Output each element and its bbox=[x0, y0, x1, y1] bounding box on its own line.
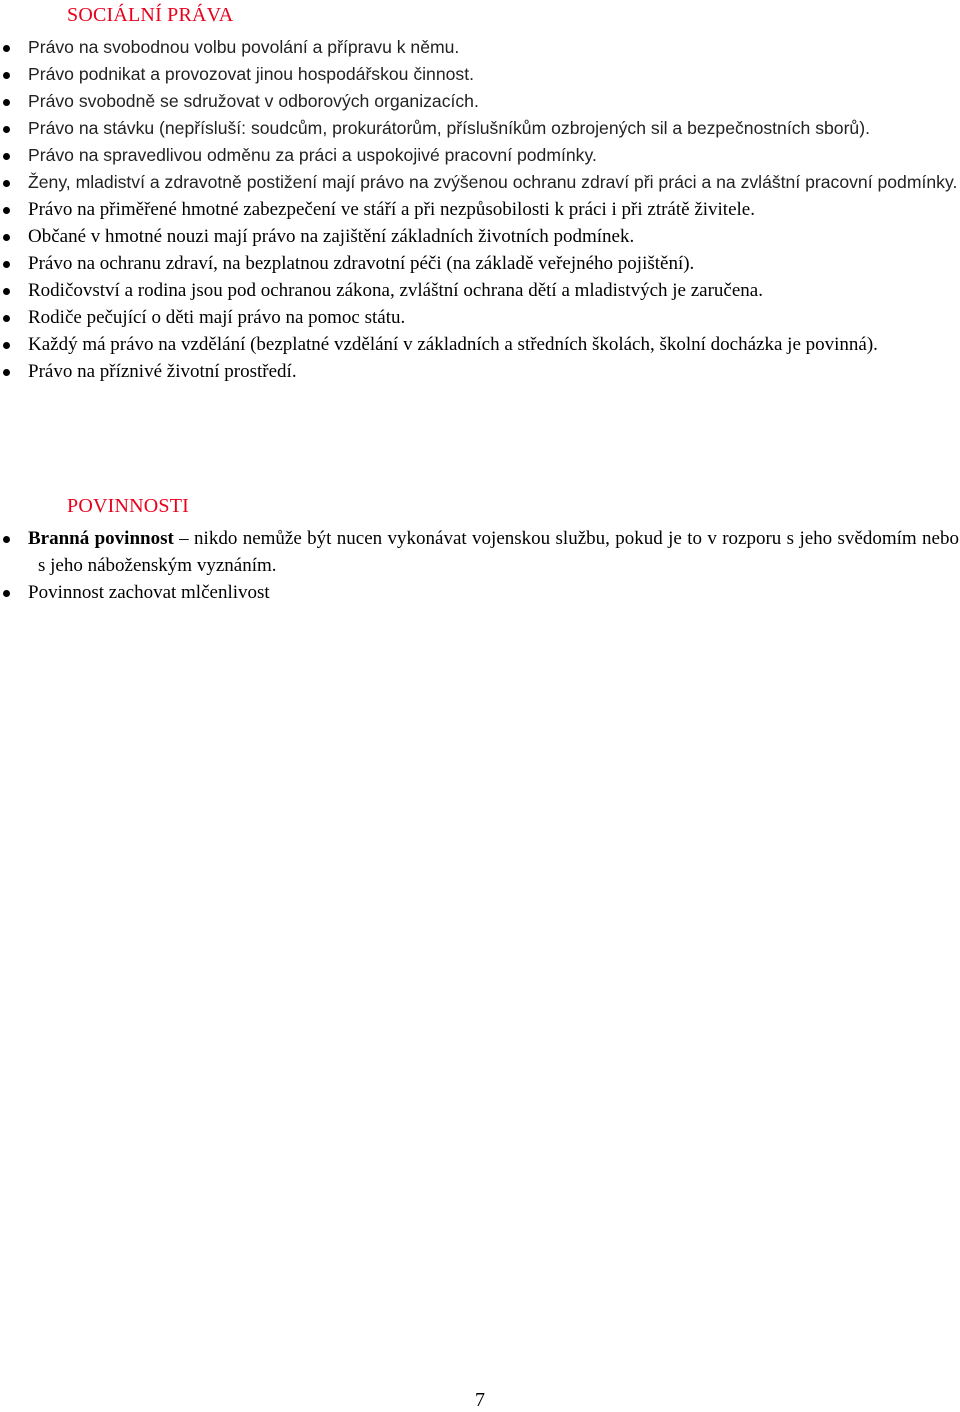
bullet-icon bbox=[3, 536, 10, 543]
bullet-icon bbox=[3, 126, 10, 133]
bullet-icon bbox=[3, 45, 10, 52]
duty-description: – nikdo nemůže být nucen vykonávat vojenskou službu, pokud je to v rozporu s jeho svědomím nebo s jeho náboženským vyznáním. bbox=[38, 528, 959, 576]
bullet-icon bbox=[3, 261, 10, 268]
list-item: Rodičovství a rodina jsou pod ochranou zákona, zvláštní ochrana dětí a mladistvých je zaručena. bbox=[0, 277, 960, 304]
bullet-icon bbox=[3, 342, 10, 349]
list-item: Právo na příznivé životní prostředí. bbox=[0, 358, 960, 385]
bullet-icon bbox=[3, 72, 10, 79]
list-item: Právo svobodně se sdružovat v odborových organizacích. bbox=[0, 88, 960, 115]
list-item: Právo na stávku (nepřísluší: soudcům, prokurátorům, příslušníkům ozbrojených sil a bezpečnostních sborů). bbox=[0, 115, 960, 142]
bullet-icon bbox=[3, 315, 10, 322]
list-item: Rodiče pečující o děti mají právo na pomoc státu. bbox=[0, 304, 960, 331]
section-heading-social-rights: SOCIÁLNÍ PRÁVA bbox=[67, 4, 234, 26]
bullet-icon bbox=[3, 207, 10, 214]
page-number: 7 bbox=[475, 1389, 485, 1411]
list-item: Právo na přiměřené hmotné zabezpečení ve stáří a při nezpůsobilosti k práci i při ztrátě živitele. bbox=[0, 196, 960, 223]
list-item: Povinnost zachovat mlčenlivost bbox=[0, 579, 960, 606]
list-item: Právo na spravedlivou odměnu za práci a uspokojivé pracovní podmínky. bbox=[0, 142, 960, 169]
duties-list bbox=[0, 525, 960, 606]
section-heading-duties: POVINNOSTI bbox=[67, 495, 189, 517]
bullet-icon bbox=[3, 369, 10, 376]
bullet-icon bbox=[3, 234, 10, 241]
list-item: Občané v hmotné nouzi mají právo na zajištění základních životních podmínek. bbox=[0, 223, 960, 250]
list-item: Každý má právo na vzdělání (bezplatné vzdělání v základních a středních školách, školní docházka je povinná). bbox=[0, 331, 960, 358]
bullet-icon bbox=[3, 288, 10, 295]
list-item bbox=[0, 525, 960, 579]
duty-term: Branná povinnost bbox=[28, 528, 174, 549]
bullet-icon bbox=[3, 180, 10, 187]
duty-text bbox=[28, 525, 959, 579]
list-item: Právo podnikat a provozovat jinou hospodářskou činnost. bbox=[0, 61, 960, 88]
social-rights-list bbox=[0, 34, 960, 385]
bullet-icon bbox=[3, 99, 10, 106]
bullet-icon bbox=[3, 590, 10, 597]
list-item: Právo na svobodnou volbu povolání a přípravu k němu. bbox=[0, 34, 960, 61]
list-item: Ženy, mladiství a zdravotně postižení mají právo na zvýšenou ochranu zdraví při práci a na zvláštní pracovní podmínky. bbox=[0, 169, 960, 196]
bullet-icon bbox=[3, 153, 10, 160]
list-item: Právo na ochranu zdraví, na bezplatnou zdravotní péči (na základě veřejného pojištění). bbox=[0, 250, 960, 277]
